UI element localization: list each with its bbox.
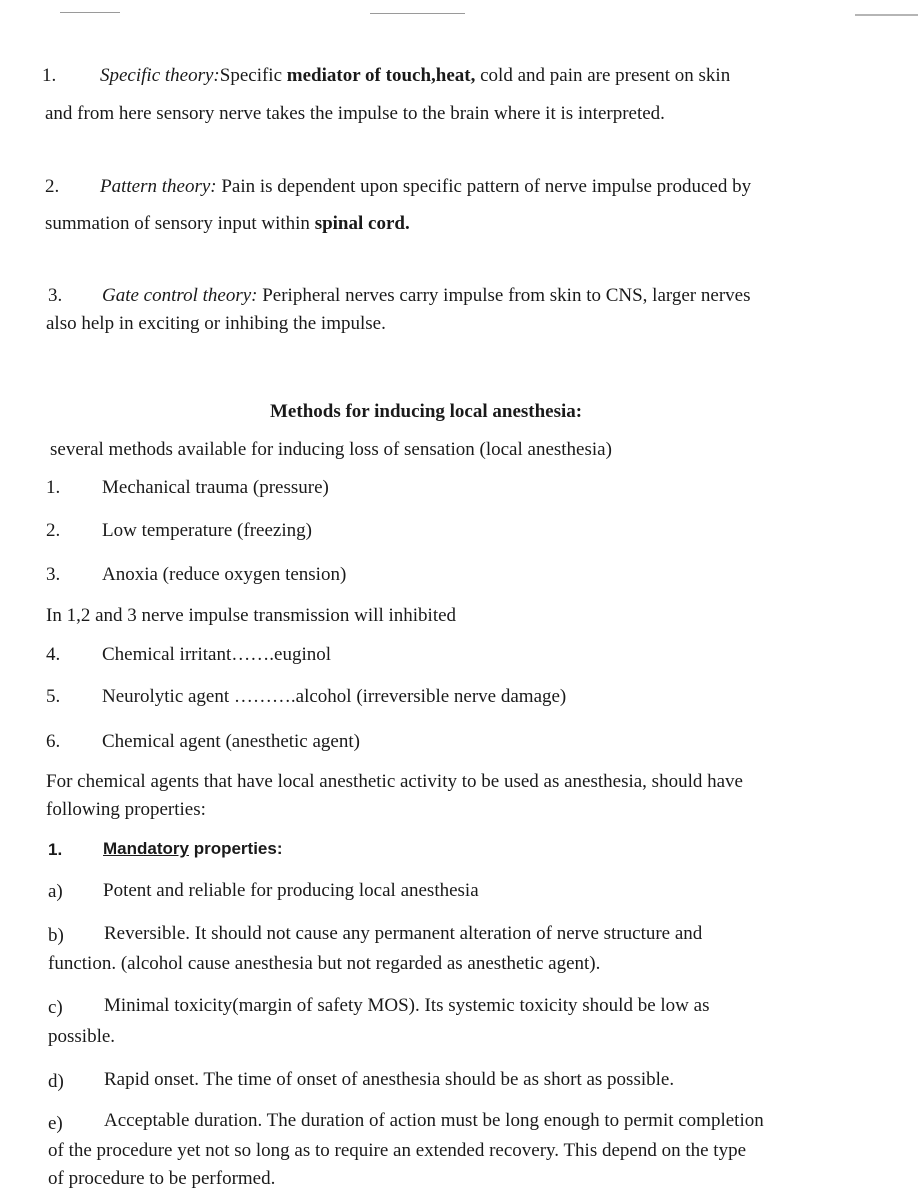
methods-intro: several methods available for inducing loss of sensation (local anesthesia) xyxy=(50,439,612,460)
theory-text: Pain is dependent upon specific pattern of nerve impulse produced by xyxy=(216,176,752,197)
theory-text-bold: mediator of touch,heat, xyxy=(286,65,476,86)
property-letter: a) xyxy=(48,881,63,902)
property-line: possible. xyxy=(48,1026,116,1047)
properties-intro: following properties: xyxy=(46,799,206,820)
theory-text: Specific xyxy=(219,65,287,86)
method-number: 2. xyxy=(46,520,61,541)
properties-intro: For chemical agents that have local anesthetic activity to be used as anesthesia, should have xyxy=(46,771,743,792)
method-item: Chemical agent (anesthetic agent) xyxy=(102,731,360,752)
method-number: 1. xyxy=(46,477,61,498)
property-line: Reversible. It should not cause any permanent alteration of nerve structure and xyxy=(104,923,703,944)
property-letter: e) xyxy=(48,1113,63,1134)
property-letter: d) xyxy=(48,1071,64,1092)
theory-number: 3. xyxy=(48,285,63,306)
theory-line xyxy=(102,284,750,308)
theory-line xyxy=(45,212,410,236)
property-line: Potent and reliable for producing local anesthesia xyxy=(103,880,479,901)
section-heading: Methods for inducing local anesthesia: xyxy=(270,401,583,422)
mandatory-underlined: Mandatory xyxy=(103,839,189,858)
scan-artifact xyxy=(60,12,120,13)
mandatory-heading xyxy=(103,837,283,861)
property-line: function. (alcohol cause anesthesia but not regarded as anesthetic agent). xyxy=(48,953,601,974)
scan-artifact xyxy=(855,14,918,16)
theory-number: 1. xyxy=(42,65,57,86)
mandatory-number: 1. xyxy=(48,840,63,859)
theory-name: Pattern theory: xyxy=(100,176,217,197)
method-number: 3. xyxy=(46,564,61,585)
method-number: 6. xyxy=(46,731,61,752)
theory-text: summation of sensory input within xyxy=(45,213,315,234)
theory-name: Specific theory: xyxy=(100,65,220,86)
theory-name: Gate control theory: xyxy=(102,285,258,306)
theory-line: also help in exciting or inhibing the impulse. xyxy=(46,313,386,334)
theory-text: cold and pain are present on skin xyxy=(475,65,731,86)
theory-line xyxy=(100,175,751,199)
property-line: Rapid onset. The time of onset of anesthesia should be as short as possible. xyxy=(104,1069,675,1090)
theory-text: Peripheral nerves carry impulse from skin to CNS, larger nerves xyxy=(257,285,751,306)
theory-line xyxy=(100,64,730,88)
method-number: 4. xyxy=(46,644,61,665)
theory-line: and from here sensory nerve takes the impulse to the brain where it is interpreted. xyxy=(45,103,665,124)
theory-number: 2. xyxy=(45,176,60,197)
property-line: Acceptable duration. The duration of action must be long enough to permit completion xyxy=(104,1110,764,1131)
method-item: Anoxia (reduce oxygen tension) xyxy=(102,564,347,585)
theory-text-bold: spinal cord. xyxy=(314,213,410,234)
scan-artifact xyxy=(370,13,465,14)
property-line: of the procedure yet not so long as to require an extended recovery. This depend on the type xyxy=(48,1140,747,1161)
property-line: of procedure to be performed. xyxy=(48,1168,276,1189)
property-line: Minimal toxicity(margin of safety MOS). Its systemic toxicity should be low as xyxy=(104,995,710,1016)
method-item: Chemical irritant…….euginol xyxy=(102,644,332,665)
property-letter: b) xyxy=(48,925,64,946)
method-item: Neurolytic agent ……….alcohol (irreversible nerve damage) xyxy=(102,686,567,707)
property-letter: c) xyxy=(48,997,63,1018)
mandatory-rest: properties: xyxy=(188,839,283,858)
method-item: Mechanical trauma (pressure) xyxy=(102,477,329,498)
methods-note: In 1,2 and 3 nerve impulse transmission will inhibited xyxy=(46,605,457,626)
method-number: 5. xyxy=(46,686,61,707)
method-item: Low temperature (freezing) xyxy=(102,520,312,541)
